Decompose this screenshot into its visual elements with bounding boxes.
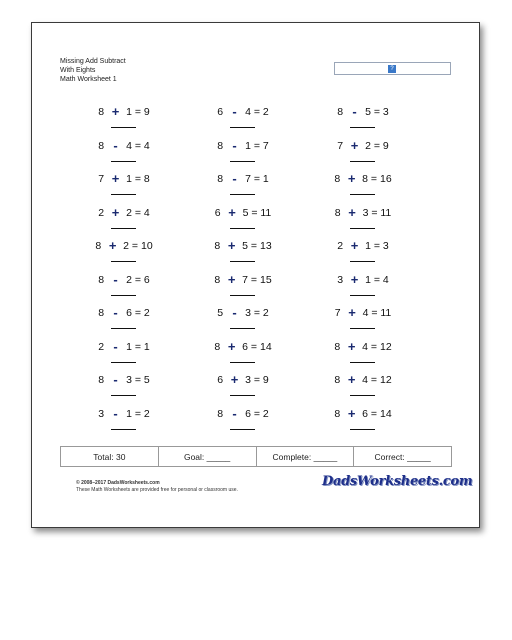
problem-item	[79, 273, 169, 305]
plus-icon: +	[347, 171, 356, 186]
answer-line[interactable]	[230, 328, 255, 329]
problem-item	[79, 239, 169, 271]
equation-rest: 3 = 11	[362, 206, 392, 219]
first-number: 3	[337, 273, 344, 286]
first-number: 8	[98, 307, 105, 319]
plus-icon: +	[108, 238, 117, 253]
problem-item	[198, 306, 288, 338]
first-number: 8	[98, 273, 105, 286]
equation	[318, 105, 408, 119]
answer-line[interactable]	[230, 161, 255, 162]
plus-icon: +	[347, 405, 356, 421]
plus-icon: +	[111, 104, 120, 119]
question-icon: ?	[388, 65, 396, 73]
equation	[318, 239, 408, 253]
answer-line[interactable]	[230, 261, 255, 262]
equation-rest: 1 = 7	[245, 139, 269, 152]
equation	[318, 139, 408, 153]
equation-rest: 3 = 5	[126, 374, 150, 386]
dadsworksheets-logo: DadsWorksheets.com	[322, 474, 473, 489]
problem-item	[79, 306, 169, 338]
equation-rest: 1 = 3	[365, 240, 389, 252]
plus-icon: +	[228, 204, 236, 220]
goal-cell: Goal: _____	[159, 447, 257, 466]
first-number: 7	[334, 307, 341, 319]
equation	[79, 105, 169, 119]
problem-item	[198, 206, 288, 238]
equation-rest: 3 = 9	[245, 374, 269, 386]
equation-rest: 6 = 14	[242, 340, 272, 353]
first-number: 6	[217, 374, 224, 386]
equation-rest: 5 = 3	[365, 106, 389, 118]
equation-rest: 4 = 12	[362, 340, 392, 353]
answer-line[interactable]	[350, 429, 375, 430]
worksheet-title	[60, 57, 126, 84]
answer-line[interactable]	[230, 228, 255, 229]
equation	[318, 407, 408, 421]
equation	[318, 172, 408, 186]
answer-line[interactable]	[350, 261, 375, 262]
equation	[198, 239, 288, 253]
equation	[198, 340, 288, 354]
minus-icon: -	[352, 104, 357, 119]
minus-icon: -	[232, 104, 237, 119]
problem-item	[198, 273, 288, 305]
problem-item	[318, 206, 408, 238]
equation-rest: 3 = 2	[245, 307, 269, 319]
equation	[79, 239, 169, 253]
title-line-1: Missing Add Subtract	[60, 58, 126, 65]
answer-line[interactable]	[350, 194, 375, 195]
problem-item	[79, 105, 169, 137]
equation	[318, 306, 408, 320]
equation-rest: 6 = 2	[245, 407, 269, 420]
equation-rest: 5 = 11	[242, 206, 272, 219]
problem-item	[198, 172, 288, 204]
problem-item	[318, 172, 408, 204]
plus-icon: +	[348, 204, 356, 220]
plus-icon: +	[348, 305, 356, 320]
plus-icon: +	[350, 238, 359, 253]
total-cell: Total: 30	[61, 447, 159, 466]
equation-rest: 7 = 1	[245, 173, 269, 185]
problem-item	[198, 139, 288, 171]
plus-icon: +	[111, 171, 120, 186]
equation	[79, 273, 169, 287]
problem-item	[318, 105, 408, 137]
plus-icon: +	[227, 238, 236, 253]
equation	[79, 139, 169, 153]
first-number: 6	[214, 206, 221, 219]
problem-item	[318, 139, 408, 171]
answer-line[interactable]	[230, 127, 255, 128]
plus-icon: +	[350, 137, 359, 153]
plus-icon: +	[227, 338, 236, 354]
name-field[interactable]	[334, 62, 451, 75]
first-number: 2	[98, 206, 105, 219]
equation-rest: 6 = 2	[126, 307, 150, 319]
first-number: 8	[98, 374, 105, 386]
first-number: 8	[337, 106, 344, 118]
answer-line[interactable]	[111, 194, 136, 195]
equation-rest: 5 = 13	[242, 240, 272, 252]
answer-line[interactable]	[230, 362, 255, 363]
equation	[198, 373, 288, 387]
first-number: 8	[334, 374, 341, 386]
equation-rest: 2 = 9	[365, 139, 389, 152]
equation	[198, 105, 288, 119]
first-number: 8	[217, 173, 224, 185]
first-number: 8	[217, 407, 224, 420]
equation	[79, 340, 169, 354]
equation	[318, 373, 408, 387]
problem-item	[79, 407, 169, 439]
equation-rest: 6 = 14	[362, 407, 392, 420]
plus-icon: +	[111, 204, 120, 220]
answer-line[interactable]	[350, 127, 375, 128]
first-number: 7	[98, 173, 105, 185]
complete-cell: Complete: _____	[257, 447, 355, 466]
equation-rest: 1 = 1	[126, 340, 150, 353]
equation-rest: 2 = 6	[126, 273, 150, 286]
minus-icon: -	[113, 137, 118, 153]
equation-rest: 8 = 16	[362, 173, 392, 185]
plus-icon: +	[227, 271, 236, 287]
answer-line[interactable]	[350, 295, 375, 296]
minus-icon: -	[113, 338, 118, 354]
minus-icon: -	[113, 271, 118, 287]
answer-line[interactable]	[111, 362, 136, 363]
equation	[79, 373, 169, 387]
minus-icon: -	[113, 305, 118, 320]
correct-cell: Correct: _____	[374, 451, 431, 462]
equation	[198, 139, 288, 153]
problem-item	[318, 239, 408, 271]
answer-line[interactable]	[111, 395, 136, 396]
answer-line[interactable]	[230, 295, 255, 296]
score-table	[60, 446, 452, 467]
first-number: 8	[334, 407, 341, 420]
answer-line[interactable]	[230, 429, 255, 430]
equation	[198, 172, 288, 186]
answer-line[interactable]	[111, 429, 136, 430]
answer-line[interactable]	[111, 127, 136, 128]
answer-line[interactable]	[111, 295, 136, 296]
answer-line[interactable]	[350, 362, 375, 363]
answer-line[interactable]	[230, 395, 255, 396]
equation	[198, 407, 288, 421]
copyright-notice	[76, 480, 238, 494]
title-line-3: Math Worksheet 1	[60, 76, 117, 83]
first-number: 8	[334, 340, 341, 353]
worksheet-page	[31, 22, 480, 528]
first-number: 8	[95, 240, 102, 252]
problem-item	[318, 373, 408, 405]
problem-item	[318, 273, 408, 305]
equation-rest: 1 = 9	[126, 106, 150, 118]
first-number: 8	[214, 240, 221, 252]
problem-item	[79, 373, 169, 405]
equation	[198, 306, 288, 320]
first-number: 8	[98, 139, 105, 152]
problem-item	[318, 306, 408, 338]
first-number: 8	[214, 340, 221, 353]
minus-icon: -	[232, 171, 237, 186]
equation	[79, 306, 169, 320]
equation	[318, 273, 408, 287]
equation	[198, 273, 288, 287]
first-number: 2	[98, 340, 105, 353]
title-line-2: With Eights	[60, 67, 96, 74]
plus-icon: +	[347, 338, 356, 354]
minus-icon: -	[113, 405, 118, 421]
plus-icon: +	[230, 372, 239, 387]
problem-item	[79, 206, 169, 238]
problem-item	[198, 373, 288, 405]
minus-icon: -	[232, 137, 237, 153]
answer-line[interactable]	[350, 161, 375, 162]
equation-rest: 1 = 8	[126, 173, 150, 185]
problem-item	[79, 340, 169, 372]
problem-item	[198, 340, 288, 372]
answer-line[interactable]	[230, 194, 255, 195]
first-number: 5	[217, 307, 224, 319]
plus-icon: +	[347, 372, 356, 387]
problem-item	[79, 172, 169, 204]
equation-rest: 4 = 2	[245, 106, 269, 118]
answer-line[interactable]	[111, 228, 136, 229]
equation	[198, 206, 288, 220]
first-number: 2	[337, 240, 344, 252]
problem-item	[198, 105, 288, 137]
answer-line[interactable]	[111, 261, 136, 262]
copyright-line-1: © 2008–2017 DadsWorksheets.com	[76, 480, 160, 486]
equation-rest: 4 = 11	[362, 307, 392, 319]
equation	[79, 172, 169, 186]
first-number: 8	[98, 106, 105, 118]
answer-line[interactable]	[350, 228, 375, 229]
problem-item	[198, 239, 288, 271]
plus-icon: +	[350, 271, 359, 287]
first-number: 3	[98, 407, 105, 420]
equation-rest: 2 = 4	[126, 206, 150, 219]
equation	[79, 206, 169, 220]
minus-icon: -	[113, 372, 118, 387]
minus-icon: -	[232, 305, 237, 320]
first-number: 8	[214, 273, 221, 286]
equation	[318, 206, 408, 220]
answer-line[interactable]	[111, 328, 136, 329]
copyright-line-2: These Math Worksheets are provided free for personal or classroom use.	[76, 487, 238, 493]
answer-line[interactable]	[350, 328, 375, 329]
equation-rest: 1 = 2	[126, 407, 150, 420]
problem-item	[79, 139, 169, 171]
problem-item	[318, 407, 408, 439]
first-number: 7	[337, 139, 344, 152]
answer-line[interactable]	[350, 395, 375, 396]
equation	[79, 407, 169, 421]
equation	[318, 340, 408, 354]
problem-item	[198, 407, 288, 439]
equation-rest: 2 = 10	[123, 240, 153, 252]
equation-rest: 1 = 4	[365, 273, 389, 286]
problem-item	[318, 340, 408, 372]
equation-rest: 7 = 15	[242, 273, 272, 286]
first-number: 8	[217, 139, 224, 152]
equation-rest: 4 = 4	[126, 139, 150, 152]
minus-icon: -	[232, 405, 237, 421]
first-number: 8	[334, 173, 341, 185]
first-number: 6	[217, 106, 224, 118]
answer-line[interactable]	[111, 161, 136, 162]
equation-rest: 4 = 12	[362, 374, 392, 386]
first-number: 8	[334, 206, 341, 219]
